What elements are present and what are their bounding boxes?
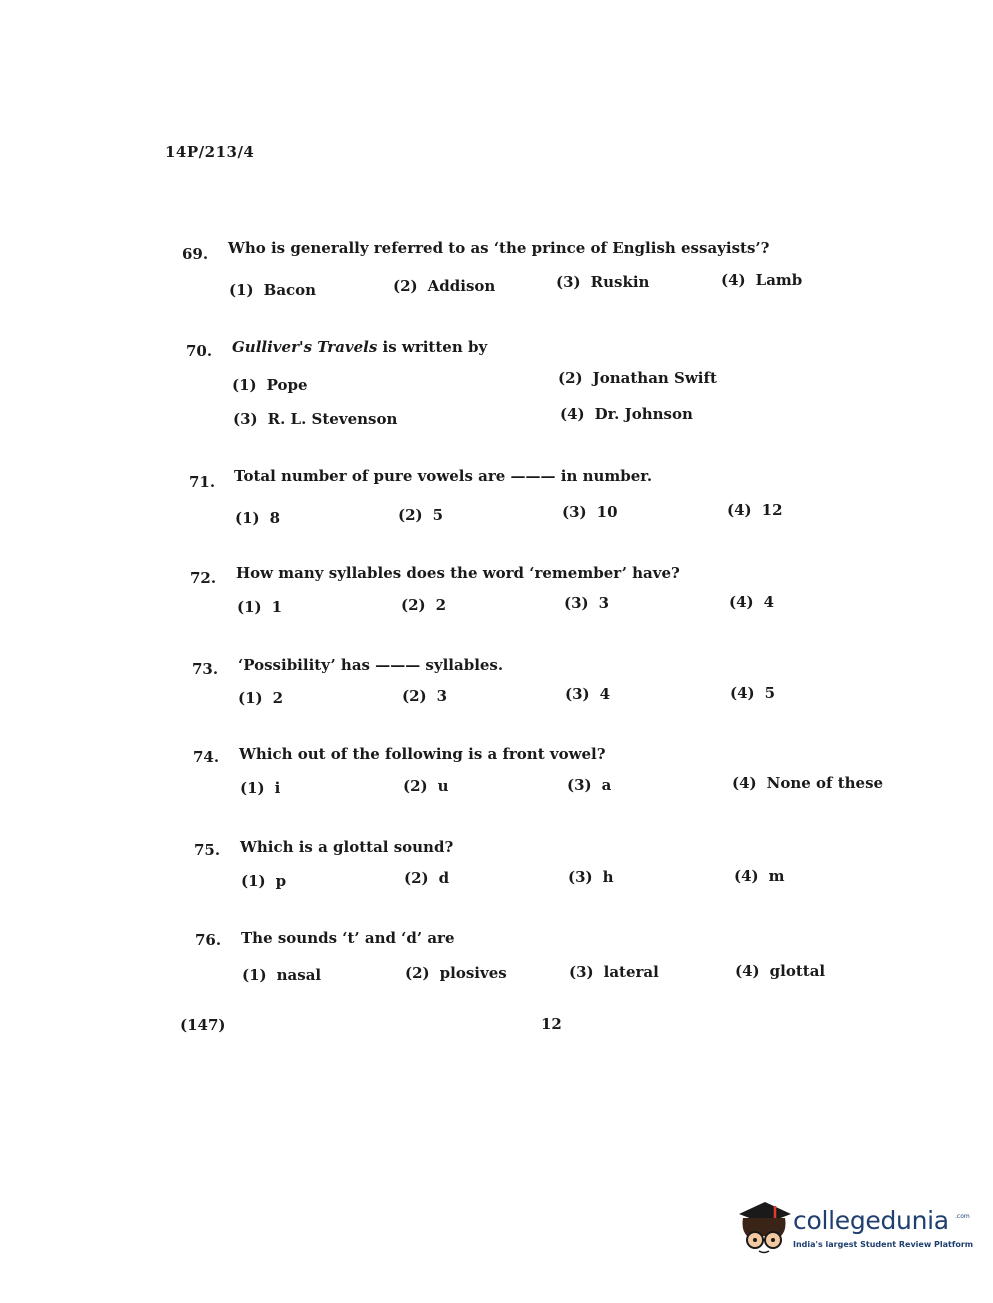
- option-1: (1) Bacon: [229, 281, 317, 299]
- mascot-icon: [735, 1196, 793, 1256]
- option-1: (1) nasal: [242, 966, 322, 984]
- option-3: (3) a: [567, 776, 612, 794]
- option-3: (3) 3: [564, 594, 610, 612]
- question-number: 73.: [192, 660, 219, 678]
- logo-tagline: India's largest Student Review Platform: [793, 1240, 974, 1249]
- option-4: (4) 4: [729, 593, 775, 611]
- option-3: (3) h: [568, 868, 614, 886]
- question-number: 74.: [193, 748, 220, 766]
- option-4: (4) None of these: [732, 774, 884, 792]
- collegedunia-logo: [735, 1196, 974, 1266]
- option-4: (4) Lamb: [721, 271, 803, 289]
- question-text: Which out of the following is a front vowel?: [239, 745, 606, 763]
- logo-tld: .com: [955, 1213, 970, 1220]
- option-1: (1) p: [241, 872, 287, 890]
- question-number: 71.: [189, 473, 216, 491]
- option-3: (3) lateral: [569, 963, 659, 981]
- option-4: (4) Dr. Johnson: [560, 405, 693, 423]
- option-2: (2) plosives: [405, 964, 507, 982]
- option-4: (4) glottal: [735, 962, 826, 980]
- question-text: The sounds ‘t’ and ‘d’ are: [241, 929, 455, 947]
- question-number: 72.: [190, 569, 217, 587]
- option-2: (2) 3: [402, 687, 448, 705]
- option-2: (2) 2: [401, 596, 447, 614]
- option-3: (3) Ruskin: [556, 273, 650, 291]
- option-1: (1) i: [240, 779, 281, 797]
- footer-code: (147): [180, 1016, 226, 1034]
- option-4: (4) 5: [730, 684, 776, 702]
- question-text: How many syllables does the word ‘remember’ have?: [236, 564, 680, 582]
- option-3: (3) 10: [562, 503, 618, 521]
- question-number: 70.: [186, 342, 213, 360]
- question-number: 76.: [195, 931, 222, 949]
- option-2: (2) Jonathan Swift: [558, 369, 717, 387]
- option-1: (1) 1: [237, 598, 283, 616]
- option-1: (1) 8: [235, 509, 281, 527]
- option-4: (4) m: [734, 867, 785, 885]
- question-text: Who is generally referred to as ‘the prince of English essayists’?: [228, 239, 770, 257]
- option-3: (3) R. L. Stevenson: [233, 410, 398, 428]
- option-2: (2) d: [404, 869, 450, 887]
- question-number: 69.: [182, 245, 209, 263]
- page-number: 12: [541, 1015, 562, 1033]
- option-2: (2) Addison: [393, 277, 496, 295]
- option-4: (4) 12: [727, 501, 783, 519]
- logo-name: collegedunia: [793, 1206, 949, 1235]
- paper-code: 14P/213/4: [165, 143, 255, 161]
- question-text: Which is a glottal sound?: [240, 838, 454, 856]
- question-text: Total number of pure vowels are ——— in number.: [234, 467, 653, 485]
- question-number: 75.: [194, 841, 221, 859]
- option-2: (2) 5: [398, 506, 444, 524]
- option-3: (3) 4: [565, 685, 611, 703]
- question-text: ‘Possibility’ has ——— syllables.: [238, 656, 504, 674]
- book-title: Gulliver's Travels: [232, 338, 378, 356]
- option-2: (2) u: [403, 777, 449, 795]
- option-1: (1) 2: [238, 689, 284, 707]
- question-text: Gulliver's Travels is written by: [232, 338, 488, 356]
- option-1: (1) Pope: [232, 376, 308, 394]
